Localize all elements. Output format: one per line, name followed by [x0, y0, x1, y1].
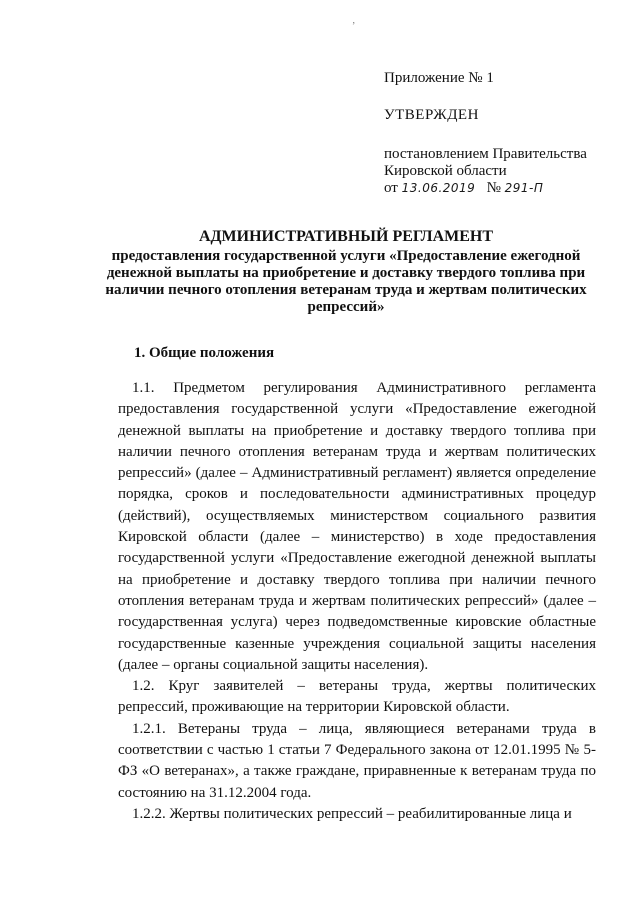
paragraph: 1.2.1. Ветераны труда – лица, являющиеся ветеранами труда в соответствии с частью 1 статьи 7 Федерального закона от 12.01.1995 № 5-ФЗ «О ветеранах», а также граждане, приравненные к ветеранам труда по состоянию на 31.12.2004 года. [118, 720, 596, 801]
number-prefix: № [486, 180, 501, 196]
document-body [118, 378, 596, 825]
appendix-label: Приложение № 1 [384, 70, 494, 86]
handwritten-date: 13.06.2019 [401, 181, 476, 195]
paragraph: 1.2. Круг заявителей – ветераны труда, жертвы политических репрессий, проживающие на территории Кировской области. [118, 678, 596, 716]
approved-stamp: УТВЕРЖДЕН [384, 107, 479, 123]
approval-block [384, 70, 614, 197]
document-title: АДМИНИСТРАТИВНЫЙ РЕГЛАМЕНТ [198, 228, 494, 245]
scan-speck: ʼ [352, 21, 356, 32]
section-heading: 1. Общие положения [134, 345, 275, 361]
document-subtitle: предоставления государственной услуги «Предоставление ежегодной денежной выплаты на приобретение и доставку твердого топлива при наличии печного отопления ветеранам труда и жертвам политических репрессий» [105, 248, 587, 315]
approval-date-line [384, 180, 614, 197]
approval-basis: постановлением Правительства Кировской области [384, 146, 587, 179]
document-title-block [100, 227, 592, 316]
date-prefix: от [384, 180, 398, 196]
paragraph: 1.1. Предметом регулирования Административного регламента предоставления государственной услуги «Предоставление ежегодной денежной выплаты на приобретение и доставку твердого топлива при наличии печного отопления ветеранам труда и жертвам политических репрессий» (далее – Административный регламент) является определение порядка, сроков и последовательности административных процедур (действий), осуществляемых министерством социального развития Кировской области (далее – министерство) в ходе предоставления государственной услуги «Предоставление ежегодной денежной выплаты на приобретение и доставку твердого топлива при наличии печного отопления ветеранам труда и жертвам политических репрессий» (далее – государственная услуга) через подведомственные кировские областные государственные казенные учреждения социальной защиты населения (далее – органы социальной защиты населения). [118, 380, 596, 673]
handwritten-number: 291-П [504, 181, 544, 195]
paragraph: 1.2.2. Жертвы политических репрессий – реабилитированные лица и [132, 805, 572, 822]
